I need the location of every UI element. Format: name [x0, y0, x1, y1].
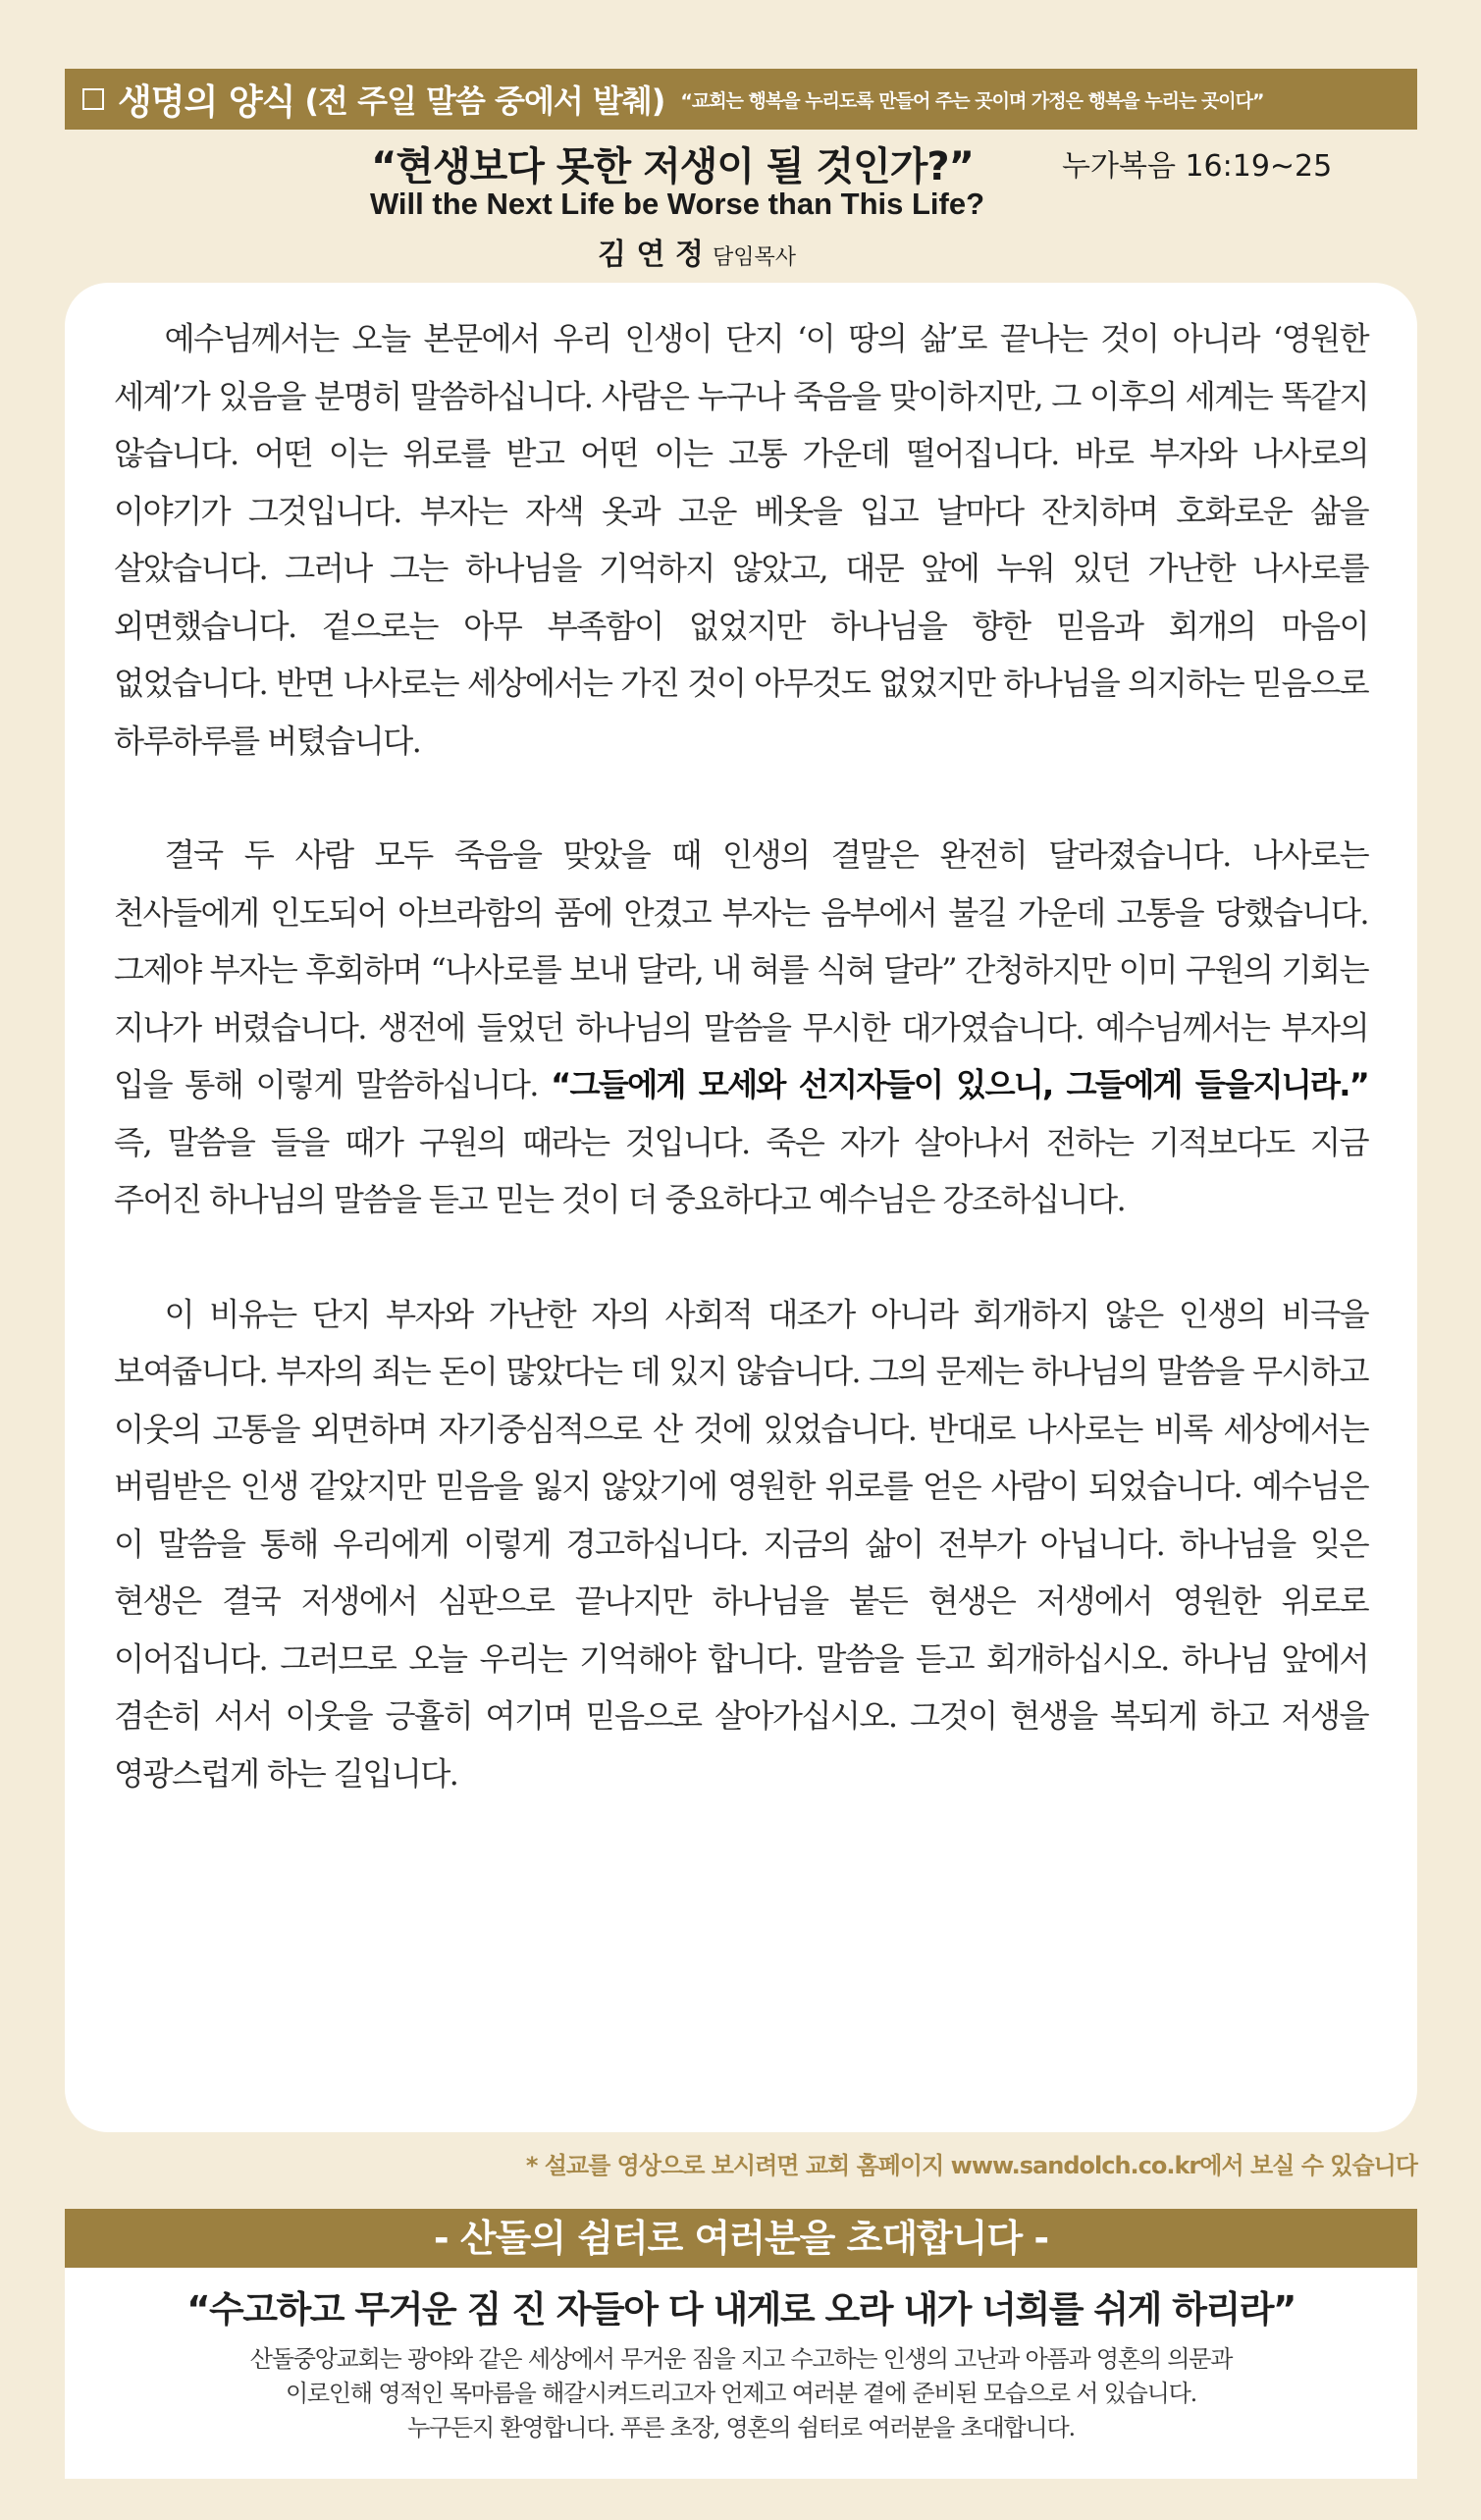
paragraph-2-text-a: 결국 두 사람 모두 죽음을 맞았을 때 인생의 결말은 완전히 달라졌습니다. 나사로는 천사들에게 인도되어 아브라함의 품에 안겼고 부자는 음부에서 불길 가운데 고통을 당했습니다. 그제야 부자는 후회하며 “나사로를 보내 달라, 내 혀를 식혀 달라” 간청하지만 이미 구원의 기회는 지나가 버렸습니다. 생전에 들었던 하나님의 말씀을 무시한 대가였습니다. 예수님께서는 부자의 입을 통해 이렇게 말씀하십니다.: [114, 836, 1368, 1103]
section-subtitle: (전 주일 말씀 중에서 발췌): [304, 82, 665, 120]
scripture-reference: 누가복음 16:19~25: [1062, 149, 1333, 184]
checkbox-square-icon: [82, 88, 104, 110]
preacher-name: 김 연 정: [598, 238, 704, 272]
invitation-card: [65, 2268, 1417, 2479]
sermon-heading: [0, 135, 1481, 273]
paragraph-2: [114, 827, 1368, 1229]
video-note: * 설교를 영상으로 보시려면 교회 홈페이지 www.sandolch.co.kr에서 보실 수 있습니다: [525, 2152, 1417, 2179]
sermon-body: [65, 283, 1417, 2132]
sermon-title-korean: “현생보다 못한 저생이 될 것인가?”: [371, 144, 974, 189]
preacher: [491, 230, 903, 273]
header-banner: [65, 69, 1417, 130]
scripture-quote: “그들에게 모세와 선지자들이 있으니, 그들에게 들을지니라.”: [551, 1066, 1368, 1103]
preacher-role: 담임목사: [712, 245, 796, 270]
section-title: 생명의 양식: [118, 81, 295, 123]
church-motto: “교회는 행복을 누리도록 만들어 주는 곳이며 가정은 행복을 누리는 곳이다”: [680, 89, 1264, 112]
paragraph-3: 이 비유는 단지 부자와 가난한 자의 사회적 대조가 아니라 회개하지 않은 인생의 비극을 보여줍니다. 부자의 죄는 돈이 많았다는 데 있지 않습니다. 그의 문제는 하나님의 말씀을 무시하고 이웃의 고통을 외면하며 자기중심적으로 산 것에 있었습니다. 반대로 나사로는 비록 세상에서는 버림받은 인생 같았지만 믿음을 잃지 않았기에 영원한 위로를 얻은 사람이 되었습니다. 예수님은 이 말씀을 통해 우리에게 이렇게 경고하십니다. 지금의 삶이 전부가 아닙니다. 하나님을 잊은 현생은 결국 저생에서 심판으로 끝나지만 하나님을 붙든 현생은 저생에서 영원한 위로로 이어집니다. 그러므로 오늘 우리는 기억해야 합니다. 말씀을 듣고 회개하십시오. 하나님 앞에서 겸손히 서서 이웃을 긍휼히 여기며 믿음으로 살아가십시오. 그것이 현생을 복되게 하고 저생을 영광스럽게 하는 길입니다.: [114, 1295, 1368, 1793]
invitation-verse: “수고하고 무거운 짐 진 자들아 다 내게로 오라 내가 너희를 쉬게 하리라”: [186, 2288, 1296, 2331]
invitation-line-1: 산돌중앙교회는 광야와 같은 세상에서 무거운 짐을 지고 수고하는 인생의 고난과 아픔과 영혼의 의문과: [249, 2345, 1233, 2373]
invitation-line-3: 누구든지 환영합니다. 푸른 초장, 영혼의 쉼터로 여러분을 초대합니다.: [407, 2414, 1075, 2441]
paragraph-2-text-b: 즉, 말씀을 들을 때가 구원의 때라는 것입니다. 죽은 자가 살아나서 전하는 기적보다도 지금 주어진 하나님의 말씀을 듣고 믿는 것이 더 중요하다고 예수님은 강조하십니다.: [114, 1123, 1368, 1218]
invitation-line-2: 이로인해 영적인 목마름을 해갈시켜드리고자 언제고 여러분 곁에 준비된 모습으로 서 있습니다.: [285, 2380, 1197, 2407]
invitation-banner: - 산돌의 쉼터로 여러분을 초대합니다 -: [65, 2209, 1417, 2268]
sermon-title-english: Will the Next Life be Worse than This Life?: [369, 187, 985, 221]
paragraph-1: 예수님께서는 오늘 본문에서 우리 인생이 단지 ‘이 땅의 삶’로 끝나는 것이 아니라 ‘영원한 세계’가 있음을 분명히 말씀하십니다. 사람은 누구나 죽음을 맞이하지만, 그 이후의 세계는 똑같지 않습니다. 어떤 이는 위로를 받고 어떤 이는 고통 가운데 떨어집니다. 바로 부자와 나사로의 이야기가 그것입니다. 부자는 자색 옷과 고운 베옷을 입고 날마다 잔치하며 호화로운 삶을 살았습니다. 그러나 그는 하나님을 기억하지 않았고, 대문 앞에 누워 있던 가난한 나사로를 외면했습니다. 겉으로는 아무 부족함이 없었지만 하나님을 향한 믿음과 회개의 마음이 없었습니다. 반면 나사로는 세상에서는 가진 것이 아무것도 없었지만 하나님을 의지하는 믿음으로 하루하루를 버텼습니다.: [114, 320, 1368, 760]
